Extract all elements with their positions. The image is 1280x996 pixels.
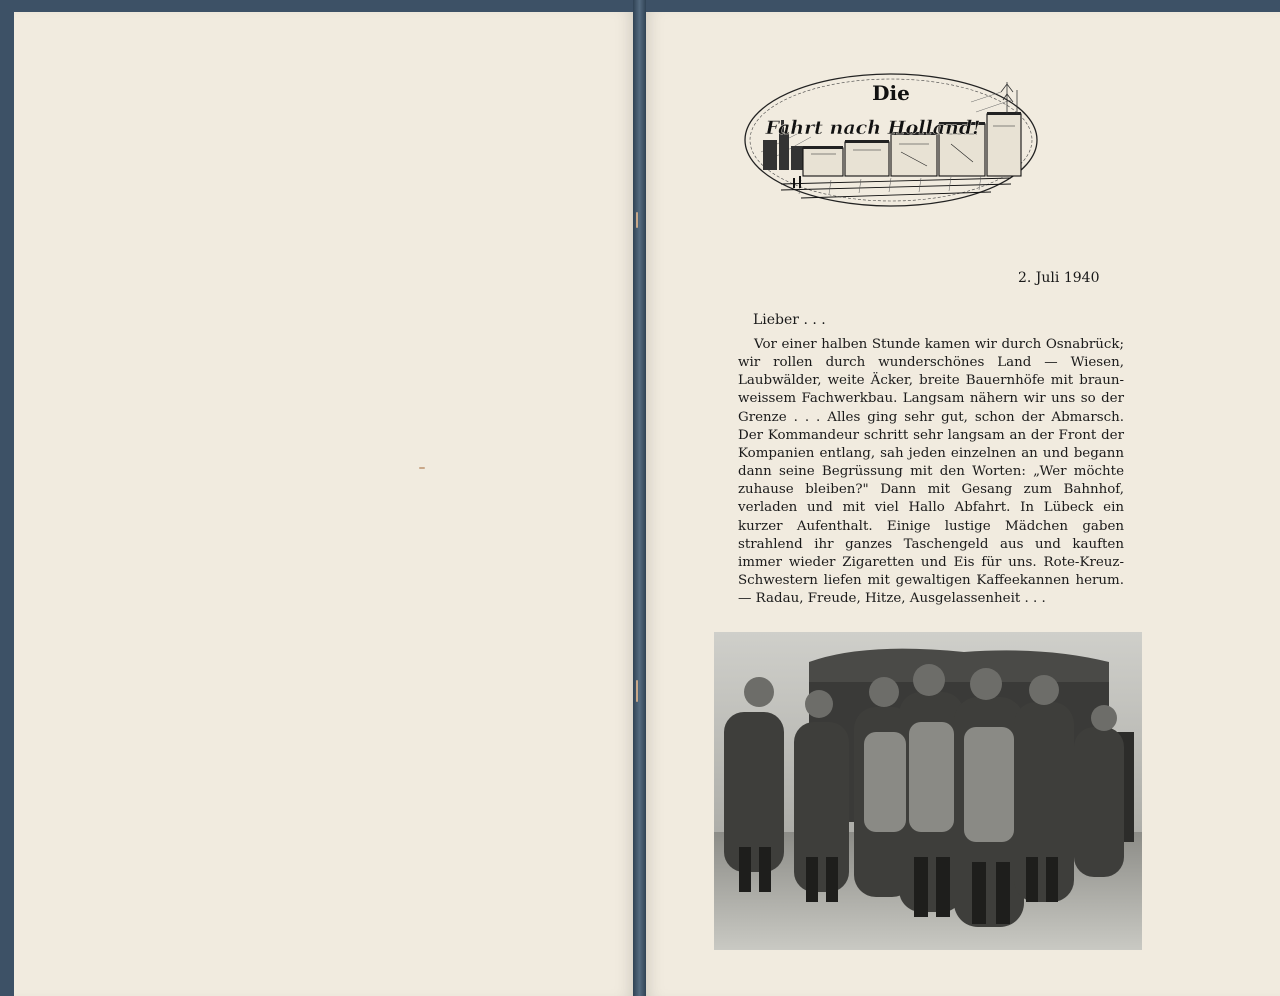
letter-body: Vor einer halben Stunde kamen wir durch Osnabrück; wir rollen durch wunderschönes Land — Wiesen, Laubwälder, weite Äcker, breite Bauernhöfe mit braun-weissem Fachwerkbau. Langsam nähern wir uns so der Grenze . . . Alles ging sehr gut, schon der Abmarsch. Der Kommandeur schritt sehr langsam an der Front der Kompanien entlang, sah jeden einzelnen an und begann dann seine Begrüssung mit den Worten: „Wer möchte zuhause bleiben?" Dann mit Gesang zum Bahnhof, verladen und mit viel Hallo Abfahrt. In Lübeck ein kurzer Aufenthalt. Einige lustige Mädchen gaben strahlend ihr ganzes Taschengeld aus und kauften immer wieder Zigaretten und Eis für uns. Rote-Kreuz-Schwestern liefen mit gewaltigen Kaffeekannen herum. — Radau, Freude, Hitze, Ausgelassenheit . . . (738, 337, 1124, 607)
book-gutter (633, 0, 646, 996)
train-illustration (741, 62, 1041, 210)
header-title-line1: Die (872, 81, 910, 105)
letter-salutation: Lieber . . . (753, 312, 826, 328)
soldiers-photo (714, 632, 1142, 950)
header-title-line2: Fahrt nach Holland! (765, 117, 981, 139)
letter-date: 2. Juli 1940 (1018, 270, 1100, 286)
right-page (646, 12, 1280, 996)
left-page (14, 12, 633, 996)
paper-speck (419, 467, 425, 469)
binding-thread (636, 680, 638, 702)
binding-thread (636, 212, 638, 228)
